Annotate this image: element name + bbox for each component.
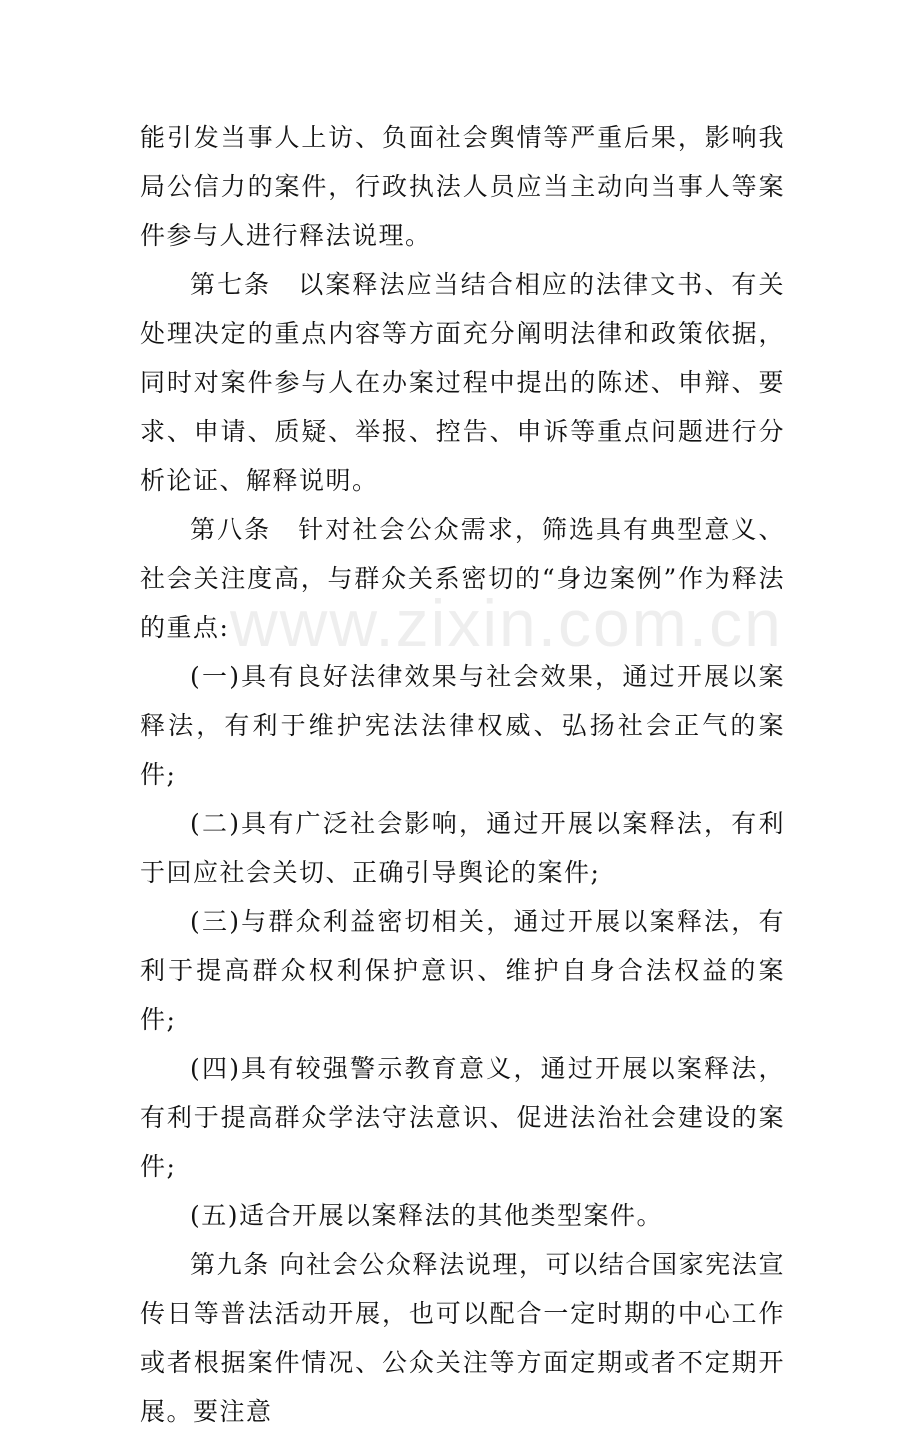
- paragraph-article-8: 第八条 针对社会公众需求，筛选具有典型意义、社会关注度高，与群众关系密切的“身边案例”作为释法的重点:: [140, 515, 785, 642]
- paragraph-item-4: (四)具有较强警示教育意义，通过开展以案释法，有利于提高群众学法守法意识、促进法治社会建设的案件;: [140, 1054, 785, 1181]
- paragraph-item-5: (五)适合开展以案释法的其他类型案件。: [190, 1201, 664, 1230]
- paragraph-article-7: 第七条 以案释法应当结合相应的法律文书、有关处理决定的重点内容等方面充分阐明法律和政策依据，同时对案件参与人在办案过程中提出的陈述、申辩、要求、申请、质疑、举报、控告、申诉等重点问题进行分析论证、解释说明。: [140, 270, 785, 495]
- paragraph-item-1: (一)具有良好法律效果与社会效果，通过开展以案释法，有利于维护宪法法律权威、弘扬社会正气的案件;: [140, 662, 785, 789]
- paragraph-item-2: (二)具有广泛社会影响，通过开展以案释法，有利于回应社会关切、正确引导舆论的案件;: [140, 809, 785, 887]
- document-body: [140, 113, 785, 1436]
- paragraph-continuation: 能引发当事人上访、负面社会舆情等严重后果，影响我局公信力的案件，行政执法人员应当主动向当事人等案件参与人进行释法说理。: [140, 123, 785, 250]
- watermark: www.zixin.com.cn: [230, 586, 783, 660]
- paragraph-item-3: (三)与群众利益密切相关，通过开展以案释法，有利于提高群众权利保护意识、维护自身合法权益的案件;: [140, 907, 785, 1034]
- paragraph-article-9: 第九条 向社会公众释法说理，可以结合国家宪法宣传日等普法活动开展，也可以配合一定时期的中心工作或者根据案件情况、公众关注等方面定期或者不定期开展。要注意: [140, 1250, 785, 1426]
